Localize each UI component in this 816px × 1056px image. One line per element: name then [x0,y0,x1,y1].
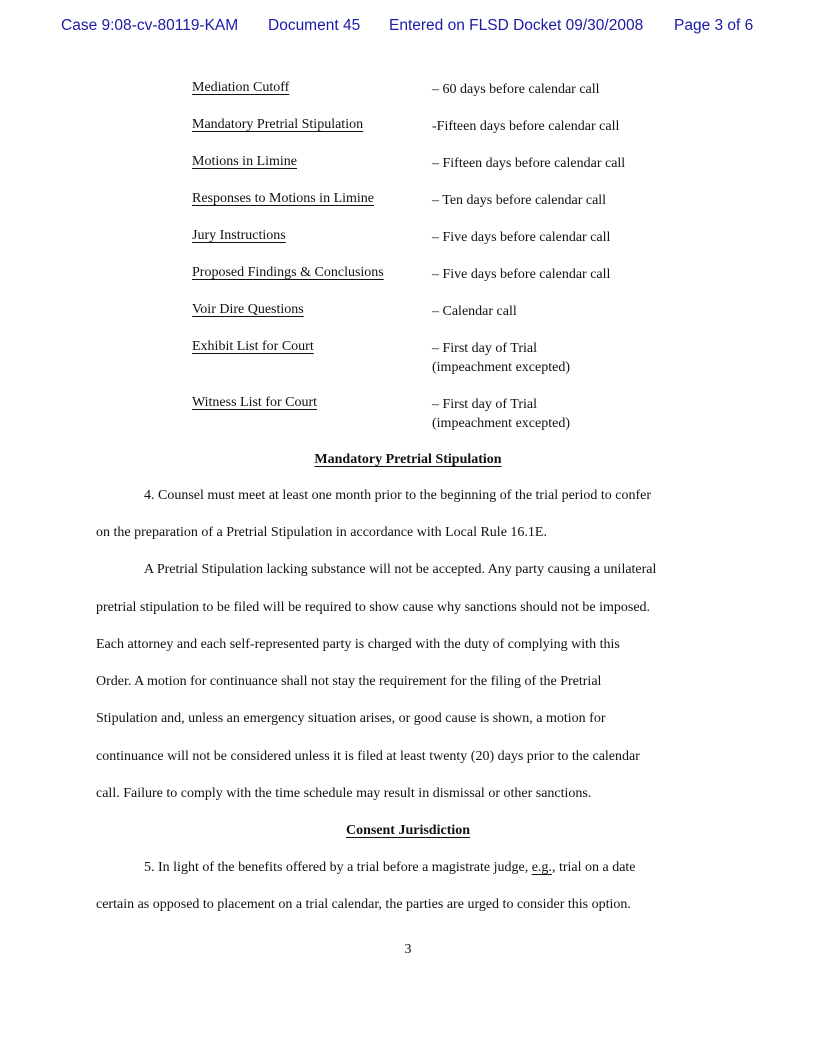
docket-entry-date: Entered on FLSD Docket 09/30/2008 [389,17,644,34]
schedule-term: Mandatory Pretrial Stipulation [192,117,364,132]
schedule-term: Motions in Limine [192,154,297,169]
page-indicator: Page 3 of 6 [674,17,754,34]
schedule-deadline: – First day of Trial (impeachment excepted) [432,397,570,431]
paragraph-line: call. Failure to comply with the time schedule may result in dismissal or other sanctions. [96,786,592,801]
schedule-deadline: – Five days before calendar call [432,267,611,282]
document-number: Document 45 [268,17,361,34]
schedule-deadline: – 60 days before calendar call [432,82,600,97]
schedule-term: Mediation Cutoff [192,80,290,95]
paragraph-line: Each attorney and each self-represented party is charged with the duty of complying with this [96,637,620,652]
paragraph-line: on the preparation of a Pretrial Stipulation in accordance with Local Rule 16.1E. [96,525,547,540]
paragraph-line: A Pretrial Stipulation lacking substance will not be accepted. Any party causing a unilateral [144,562,657,577]
schedule-deadline: – Ten days before calendar call [432,193,607,208]
schedule-term: Exhibit List for Court [192,339,314,354]
paragraph-line: continuance will not be considered unless it is filed at least twenty (20) days prior to the calendar [96,749,640,764]
schedule-term: Responses to Motions in Limine [192,191,374,206]
section-heading: Mandatory Pretrial Stipulation [314,452,502,467]
paragraph-line: Order. A motion for continuance shall not stay the requirement for the filing of the Pretrial [96,674,602,689]
eg-abbreviation: e.g. [531,860,552,875]
section-heading: Consent Jurisdiction [345,823,471,838]
page-number: 3 [404,942,412,957]
paragraph-line: Stipulation and, unless an emergency situation arises, or good cause is shown, a motion for [96,711,606,726]
paragraph-line: pretrial stipulation to be filed will be required to show cause why sanctions should not be imposed. [96,600,651,615]
schedule-deadline: – Fifteen days before calendar call [432,156,626,171]
case-number: Case 9:08-cv-80119-KAM [61,17,239,34]
schedule-deadline: – Calendar call [432,304,517,319]
schedule-deadline: – Five days before calendar call [432,230,611,245]
paragraph-line: 5. In light of the benefits offered by a trial before a magistrate judge, e.g., trial on a date [144,860,636,875]
schedule-deadline: – First day of Trial (impeachment excepted) [432,341,570,375]
schedule-term: Voir Dire Questions [192,302,304,317]
schedule-term: Proposed Findings & Conclusions [192,265,384,280]
paragraph-line: 4. Counsel must meet at least one month prior to the beginning of the trial period to confer [144,488,651,503]
schedule-term: Witness List for Court [192,395,318,410]
schedule-term: Jury Instructions [192,228,286,243]
paragraph-line: certain as opposed to placement on a trial calendar, the parties are urged to consider this option. [96,897,631,912]
schedule-deadline: -Fifteen days before calendar call [432,119,620,134]
